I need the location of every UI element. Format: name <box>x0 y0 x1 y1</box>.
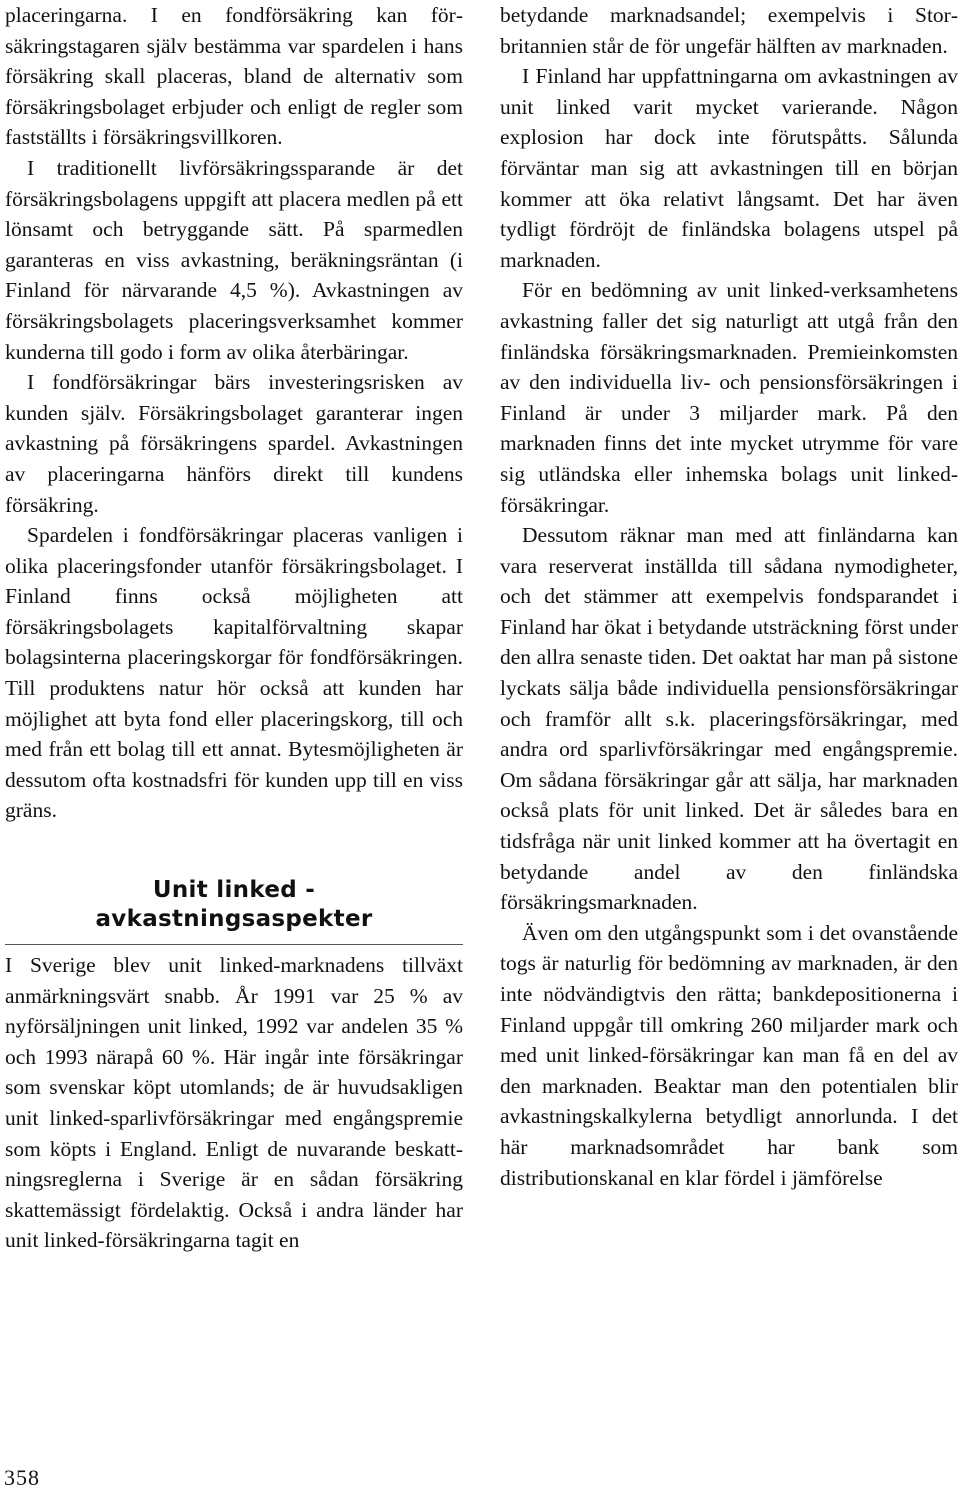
left-column <box>5 0 463 1256</box>
paragraph: I traditionellt livförsäkringssparande är det försäkringsbolagens uppgift att placera medlen på ett lönsamt och betryggande sätt. På sparmedlen garanteras en viss avkastning, beräkningsräntan (i Finland för närvarande 4,5 %). Avkastningen av försäkringsbolagets placeringsverksamhet kommer kunderna till godo i form av olika återbäringar. <box>5 155 463 364</box>
paragraph: Spardelen i fondförsäkringar placeras vanligen i olika placeringsfonder utanför försäkringsbolaget. I Finland finns också möjligheten att försäkringsbolagets kapitalförvaltning skapar bolagsinterna placeringskorgar för fondförsäkringen. Till produktens natur hör också att kunden har möjlighet att byta fond eller placeringskorg, till och med från ett bolag till ett annat. Bytesmöjligheten är dessutom ofta kostnadsfri för kunden upp till en viss gräns. <box>5 523 463 823</box>
section-heading-line-2: avkastningsaspekter <box>95 906 373 933</box>
page-number: 358 <box>4 1465 40 1490</box>
paragraph: betydande marknadsandel; exempelvis i Storbritannien står de för ungefär hälften av marknaden. <box>500 3 958 58</box>
heading-divider <box>5 944 463 945</box>
section-heading-line-1: Unit linked - <box>152 877 316 904</box>
paragraph: För en bedömning av unit linked-verksamhetens avkastning faller det sig naturligt att utgå från den finländska försäkringsmarknaden. Premieinkomsten av den individuella liv- och pensionsförsäkringen i Finland är under 3 miljarder mark. På den marknaden finns det inte mycket utrymme för vare sig utländska eller inhemska bolags unit linked-försäkringar. <box>500 278 958 517</box>
right-column <box>500 0 958 1193</box>
section-heading <box>5 876 463 934</box>
paragraph: I Sverige blev unit linked-marknadens tillväxt anmärkningsvärt snabb. År 1991 var 25 % av nyförsäljningen unit linked, 1992 var andelen 35 % och 1993 närapå 60 %. Här ingår inte försäkringar som svenskar köpt utomlands; de är huvudsakligen unit linked-sparlivförsäkringar med engångspremie som köpts i England. Enligt de nuvarande beskattningsreglerna i Sverige är en sådan försäkring skattemässigt fördelaktig. Också i andra länder har unit linked-försäkringarna tagit en <box>5 953 463 1253</box>
paragraph: I Finland har uppfattningarna om avkastningen av unit linked varit mycket varierande. Någon explosion har dock inte förutspåtts. Sålunda förväntar man sig att avkastningen till en början kommer att öka relativt långsamt. Det har även tydligt fördröjt de finländska bolagens utspel på marknaden. <box>500 64 958 272</box>
paragraph: I fondförsäkringar bärs investeringsrisken av kunden själv. Försäkringsbolaget garanterar ingen avkastning på försäkringens spardel. Avkastningen av placeringarna hänförs direkt till kundens försäkring. <box>5 370 463 517</box>
paragraph: placeringarna. I en fondförsäkring kan försäkringstagaren själv bestämma var spardelen i hans försäkring skall placeras, bland de alternativ som försäkringsbolaget erbjuder och enligt de regler som fastställts i försäkringsvillkoren. <box>5 3 463 150</box>
paragraph: Även om den utgångspunkt som i det ovanstående togs är naturlig för bedömning av marknaden, är den inte nödvändigtvis den rätta; bankdepositionerna i Finland uppgår till omkring 260 miljarder mark och med unit linked-försäkringar kan man få en del av den marknaden. Beaktar man den potentialen blir avkastningskalkylerna betydligt annorlunda. I det här marknadsområdet har bank som distributionskanal en klar fördel i jämförelse <box>500 920 958 1190</box>
paragraph: Dessutom räknar man med att finländarna kan vara reserverat inställda till sådana nymodigheter, och det stämmer att exempelvis fondsparandet i Finland har ökat i betydande utsträckning först under den allra senaste tiden. Det oaktat har man på sistone lyckats sälja både individuella pensionsförsäkringar och framför allt s.k. placeringsförsäkringar, med andra ord sparlivförsäkringar med engångspremie. Om sådana försäkringar går att sälja, har marknaden också plats för unit linked. Det är således bara en tidsfråga när unit linked kommer att ha övertagit en betydande andel av den finländska försäkringsmarknaden. <box>500 523 958 915</box>
